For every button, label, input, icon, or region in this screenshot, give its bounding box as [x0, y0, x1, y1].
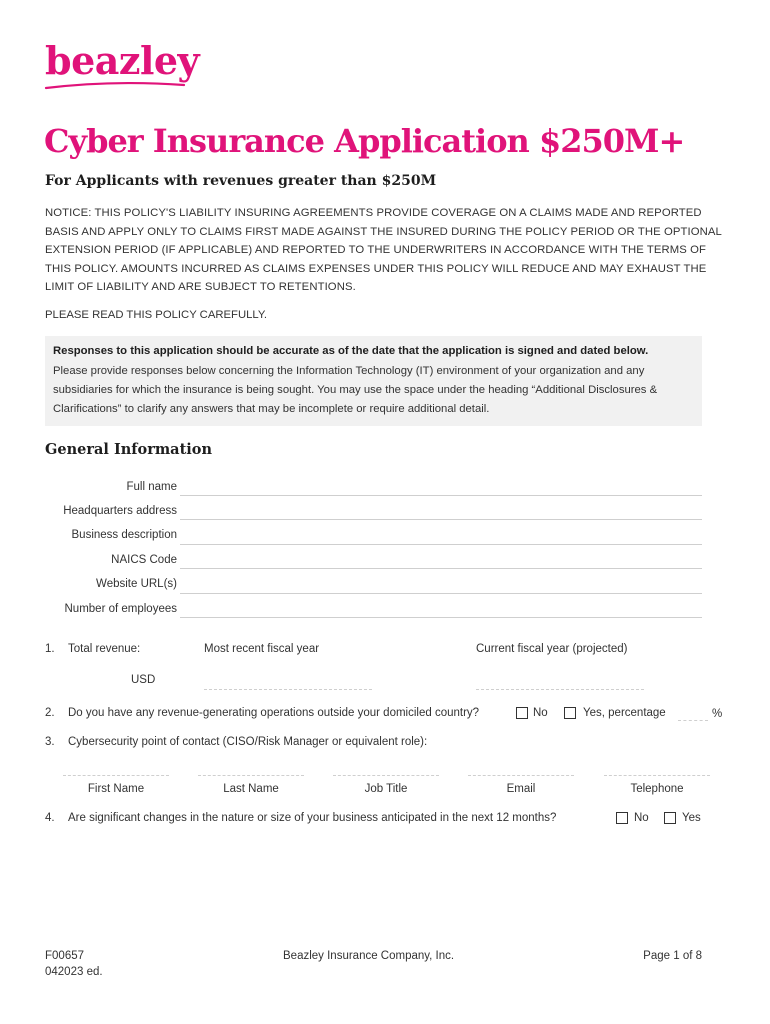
- please-read-text: PLEASE READ THIS POLICY CAREFULLY.: [45, 309, 268, 321]
- q3-email-label: Email: [506, 783, 536, 795]
- q1-recent-fiscal-input[interactable]: [204, 689, 372, 690]
- q3-last-name-label: Last Name: [223, 783, 279, 795]
- headquarters-address-label: Headquarters address: [63, 505, 177, 517]
- general-information-heading: General Information: [45, 441, 212, 458]
- q1-number: 1.: [45, 643, 55, 655]
- q1-label: Total revenue:: [68, 643, 141, 655]
- q1-recent-fiscal-label: Most recent fiscal year: [204, 643, 320, 655]
- q2-percentage-input[interactable]: [678, 720, 708, 721]
- q1-current-fiscal-label: Current fiscal year (projected): [476, 643, 628, 655]
- q4-yes-checkbox[interactable]: [664, 812, 676, 824]
- footer-page-number: Page 1 of 8: [643, 950, 702, 962]
- headquarters-address-field[interactable]: [180, 519, 702, 520]
- number-of-employees-label: Number of employees: [64, 603, 177, 615]
- q2-number: 2.: [45, 707, 55, 719]
- q4-no-checkbox[interactable]: [616, 812, 628, 824]
- full-name-field[interactable]: [180, 495, 702, 496]
- q2-yes-label: Yes, percentage: [583, 707, 666, 719]
- q3-label: Cybersecurity point of contact (CISO/Risk Manager or equivalent role):: [68, 736, 428, 748]
- q3-number: 3.: [45, 736, 55, 748]
- q2-no-label: No: [533, 707, 548, 719]
- website-url-field[interactable]: [180, 593, 702, 594]
- q2-no-checkbox[interactable]: [516, 707, 528, 719]
- q4-no-label: No: [634, 812, 649, 824]
- footer-company: Beazley Insurance Company, Inc.: [283, 950, 455, 962]
- responses-lead: Responses to this application should be accurate as of the date that the application is signed and dated below.: [53, 345, 649, 357]
- q3-telephone-input[interactable]: [604, 775, 710, 776]
- q2-percent-sign: %: [712, 708, 723, 720]
- q4-label: Are significant changes in the nature or size of your business anticipated in the next 12 months?: [68, 812, 557, 824]
- q1-current-fiscal-input[interactable]: [476, 689, 644, 690]
- q4-yes-label: Yes: [682, 812, 701, 824]
- full-name-label: Full name: [126, 481, 177, 493]
- footer-form-id: F00657: [45, 950, 85, 962]
- page-title: Cyber Insurance Application $250M+: [44, 122, 685, 160]
- footer-edition: 042023 ed.: [45, 966, 103, 978]
- beazley-logo: beazley: [45, 38, 200, 83]
- page-subtitle: For Applicants with revenues greater than $250M: [45, 173, 437, 189]
- responses-info-box: [45, 336, 702, 426]
- q3-email-input[interactable]: [468, 775, 574, 776]
- number-of-employees-field[interactable]: [180, 617, 702, 618]
- q4-number: 4.: [45, 812, 55, 824]
- q3-first-name-label: First Name: [87, 783, 145, 795]
- business-description-label: Business description: [71, 529, 177, 541]
- q3-last-name-input[interactable]: [198, 775, 304, 776]
- notice-text: NOTICE: THIS POLICY'S LIABILITY INSURING AGREEMENTS PROVIDE COVERAGE ON A CLAIMS MADE AND REPORTED BASIS AND APPLY ONLY TO CLAIMS FIRST MADE AGAINST THE INSURED DURING THE POLICY PERIOD OR THE OPTIONAL EXTENSION PERIOD (IF APPLICABLE) AND REPORTED TO THE UNDERWRITERS IN ACCORDANCE WITH THE TERMS OF THIS POLICY. AMOUNTS INCURRED AS CLAIMS EXPENSES UNDER THIS POLICY WILL REDUCE AND MAY EXHAUST THE LIMIT OF LIABILITY AND ARE SUBJECT TO RETENTIONS.: [45, 207, 722, 293]
- q3-job-title-label: Job Title: [364, 783, 408, 795]
- q3-job-title-input[interactable]: [333, 775, 439, 776]
- naics-code-field[interactable]: [180, 568, 702, 569]
- responses-body: Please provide responses below concerning the Information Technology (IT) environment of your organization and any subsidiaries for which the insurance is being sought. You may use the space under the heading “Additional Disclosures & Clarifications” to clarify any answers that may be incomplete or require additional detail.: [53, 365, 658, 415]
- business-description-field[interactable]: [180, 544, 702, 545]
- q3-first-name-input[interactable]: [63, 775, 169, 776]
- website-url-label: Website URL(s): [96, 578, 177, 590]
- logo-swoosh: [44, 78, 186, 92]
- q1-currency-label: USD: [131, 674, 156, 686]
- q2-label: Do you have any revenue-generating operations outside your domiciled country?: [68, 707, 480, 719]
- q2-yes-checkbox[interactable]: [564, 707, 576, 719]
- q3-telephone-label: Telephone: [630, 783, 684, 795]
- naics-code-label: NAICS Code: [111, 554, 177, 566]
